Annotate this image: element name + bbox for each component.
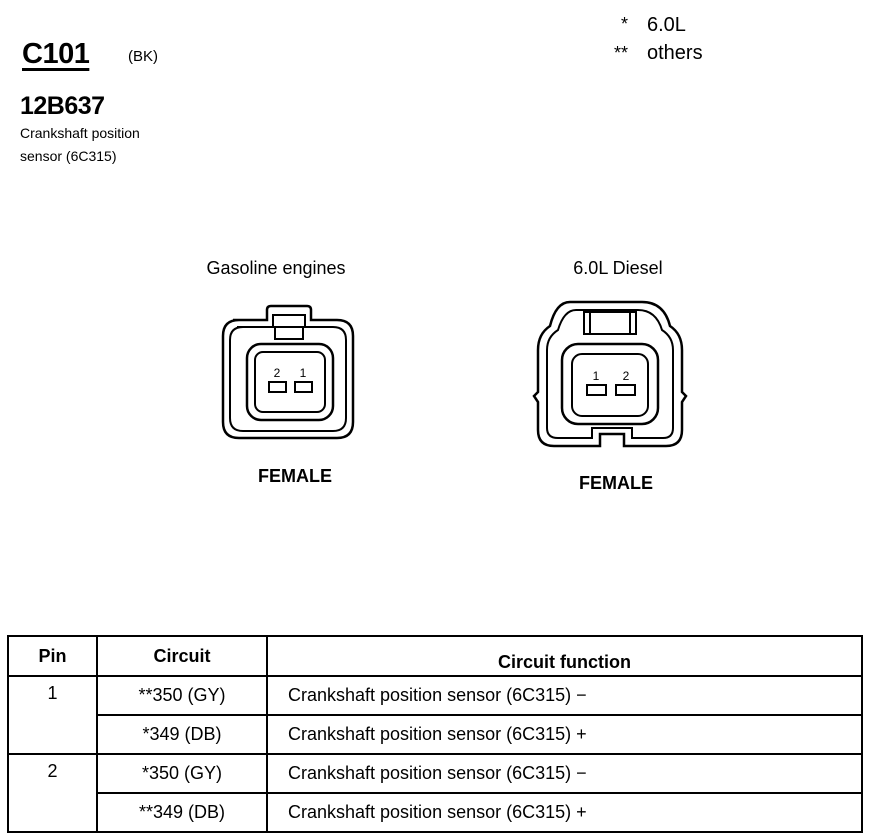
gasoline-view-title: Gasoline engines (206, 258, 346, 278)
part-number: 12B637 (20, 92, 105, 120)
diesel-connector-diagram (520, 290, 700, 462)
diesel-pin-label-right: 2 (622, 369, 630, 383)
function-cell: Crankshaft position sensor (6C315) − (267, 676, 862, 715)
gasoline-pin-label-right: 1 (299, 366, 307, 380)
table-row (8, 793, 862, 832)
gasoline-gender-label: FEMALE (258, 466, 332, 486)
circuit-cell: *349 (DB) (97, 715, 267, 754)
function-cell: Crankshaft position sensor (6C315) + (267, 715, 862, 754)
connector-color: (BK) (128, 48, 158, 65)
circuit-cell: **349 (DB) (97, 793, 267, 832)
circuit-cell: **350 (GY) (97, 676, 267, 715)
pin-number: 1 (8, 676, 97, 754)
gasoline-pin-label-left: 2 (273, 366, 281, 380)
circuit-cell: *350 (GY) (97, 754, 267, 793)
legend-mark-6-0l: * (620, 14, 628, 34)
table-row (8, 676, 862, 715)
diesel-view-title: 6.0L Diesel (573, 258, 663, 278)
gasoline-connector-diagram (215, 300, 365, 452)
legend-text-6-0l: 6.0L (647, 14, 686, 36)
header-circuit-function: Circuit function (267, 636, 862, 676)
component-description-line-1: Crankshaft position (20, 125, 140, 141)
connector-id: C101 (22, 38, 90, 70)
legend-mark-others: ** (613, 43, 628, 63)
legend-text-others: others (647, 42, 703, 64)
pin-number: 2 (8, 754, 97, 832)
table-row (8, 715, 862, 754)
header-pin: Pin (8, 636, 97, 676)
table-row (8, 754, 862, 793)
pin-table (7, 635, 863, 833)
diesel-pin-label-left: 1 (592, 369, 600, 383)
function-cell: Crankshaft position sensor (6C315) + (267, 793, 862, 832)
diesel-gender-label: FEMALE (579, 473, 653, 493)
component-description-line-2: sensor (6C315) (20, 148, 117, 164)
function-cell: Crankshaft position sensor (6C315) − (267, 754, 862, 793)
header-circuit: Circuit (97, 636, 267, 676)
pin-table-header (8, 636, 862, 676)
